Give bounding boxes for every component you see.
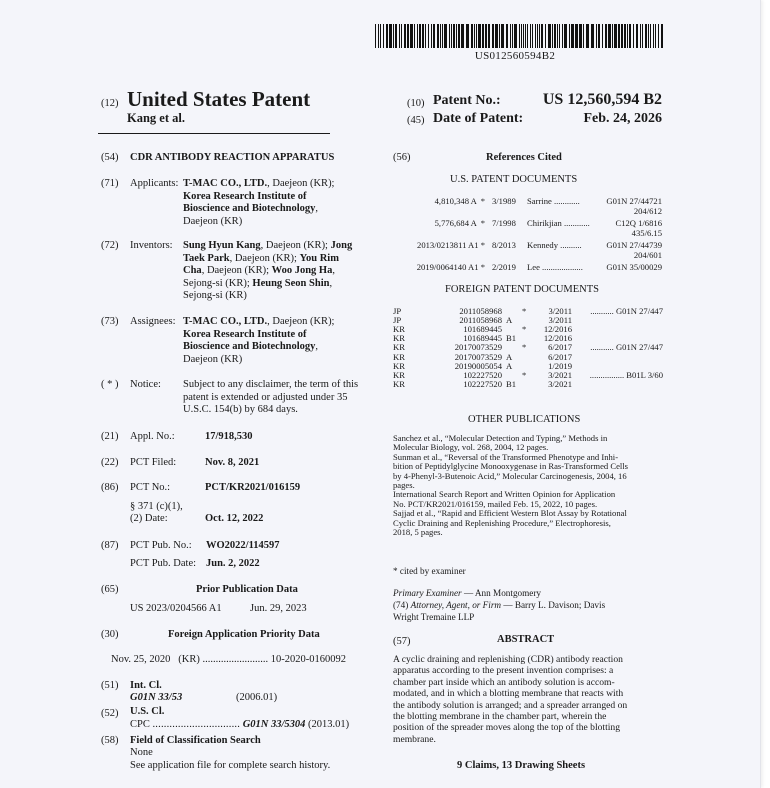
- other-pub-line: 2018, 5 pages.: [393, 527, 443, 538]
- us-doc-date: 3/1989: [492, 196, 516, 206]
- inventors-label: Inventors:: [130, 240, 173, 251]
- abstract-code: (57): [393, 636, 411, 647]
- abstract-line: membrane.: [393, 733, 436, 745]
- foreign-doc-country: KR: [393, 351, 405, 362]
- foreign-doc-date: 12/2016: [543, 324, 572, 335]
- abstract-line: apparatus according to the present invention comprises: a: [393, 665, 614, 677]
- pub-code: (87): [101, 540, 119, 551]
- foreign-doc-class: ........... G01N 27/447: [590, 342, 663, 353]
- foreign-title: Foreign Application Priority Data: [168, 629, 320, 640]
- s371-label: § 371 (c)(1),: [130, 501, 183, 512]
- examiner-row: Primary Examiner — Ann Montgomery: [393, 588, 542, 598]
- code-45: (45): [407, 115, 425, 126]
- applicants-code: (71): [101, 178, 119, 189]
- pub-label: PCT Pub. No.:: [130, 540, 192, 551]
- foreign-doc-class: ................ B01L 3/60: [589, 369, 663, 380]
- other-pubs-title: OTHER PUBLICATIONS: [468, 414, 581, 425]
- foreign-doc-number: 20170073529: [454, 351, 502, 362]
- attorney-row: (74) Attorney, Agent, or Firm — Barry L. Davison; Davis: [393, 600, 606, 610]
- pub-date-label: PCT Pub. Date:: [130, 558, 197, 569]
- inventor-short: Kang et al.: [127, 111, 185, 125]
- abstract-line: the antibody solution is arranged; and a spreader arranged on: [393, 699, 628, 711]
- refs-title: References Cited: [486, 152, 562, 163]
- int-year: (2006.01): [236, 692, 278, 703]
- other-pub-line: Sunman et al., “Reversal of the Transformed Phenotype and Inhi-: [393, 451, 619, 462]
- pct-no-label: PCT No.:: [130, 482, 171, 493]
- foreign-doc-country: JP: [393, 306, 402, 316]
- us-doc-class-cont: 435/6.15: [631, 228, 662, 238]
- us-code: (52): [101, 708, 119, 719]
- other-pub-line: by 4-Phenyl-3-Butenoic Acid,” Molecular Carcinogenesis, 2004, 16: [393, 470, 627, 481]
- foreign-doc-date: 3/2021: [548, 369, 572, 380]
- foreign-doc-country: KR: [393, 360, 405, 371]
- foreign-doc-kind: A: [506, 360, 513, 371]
- prior-code: (65): [101, 584, 119, 595]
- pct-filed-date: Nov. 8, 2021: [205, 457, 260, 468]
- foreign-doc-country: KR: [393, 324, 405, 335]
- code-10: (10): [407, 98, 425, 109]
- foreign-doc-country: KR: [393, 342, 405, 353]
- foreign-doc-date: 3/2011: [548, 315, 572, 326]
- pct-filed-label: PCT Filed:: [130, 457, 177, 468]
- foreign-doc-country: KR: [393, 369, 405, 380]
- foreign-doc-number: 20170073529: [454, 342, 502, 353]
- other-pubs-text: [393, 434, 665, 537]
- foreign-doc-number: 2011058968: [459, 306, 502, 316]
- us-label: U.S. Cl.: [130, 706, 165, 717]
- foreign-doc-star: *: [522, 369, 527, 380]
- foreign-doc-date: 3/2011: [548, 306, 572, 316]
- us-docs-title: U.S. PATENT DOCUMENTS: [450, 174, 578, 185]
- us-doc-class: C12Q 1/6816: [615, 218, 662, 228]
- applicant-2a: Korea Research Institute of: [183, 190, 307, 202]
- foreign-doc-number: 20190005054: [454, 360, 502, 371]
- applicant-1: T-MAC CO., LTD.: [183, 178, 268, 189]
- us-doc-inventor: Lee ...................: [527, 262, 583, 272]
- abstract-line: A cyclic draining and replenishing (CDR) antibody reaction: [393, 654, 623, 665]
- int-class: G01N 33/53: [130, 692, 183, 703]
- prior-title: Prior Publication Data: [196, 584, 298, 595]
- s371-date: Oct. 12, 2022: [205, 513, 264, 524]
- abstract-title: ABSTRACT: [497, 634, 555, 645]
- cpc-row: CPC ............................... G01N 33/5304 (2013.01): [130, 719, 350, 730]
- us-doc-inventor: Kennedy ..........: [527, 240, 582, 250]
- foreign-doc-country: KR: [393, 333, 405, 344]
- applicants-block: T-MAC CO., LTD., Daejeon (KR); Korea Research Institute of Bioscience and Biotechnology, Daejeon (KR): [183, 178, 335, 227]
- foreign-docs-title: FOREIGN PATENT DOCUMENTS: [445, 284, 600, 295]
- barcode-image: [375, 24, 663, 48]
- assignees-code: (73): [101, 316, 119, 327]
- other-pub-line: pages.: [393, 480, 415, 491]
- appl-label: Appl. No.:: [130, 431, 175, 442]
- abstract-line: chamber part inside which an antibody solution is accom-: [393, 676, 615, 688]
- foreign-doc-number: 101689445: [463, 324, 502, 335]
- other-pub-line: Sajjad et al., “Rapid and Efficient Western Blot Assay by Rotational: [393, 508, 627, 519]
- other-pub-line: No. PCT/KR2021/016159, mailed Feb. 15, 2022, 10 pages.: [393, 498, 598, 509]
- patent-no-label: Patent No.:: [433, 93, 501, 108]
- other-pub-line: bition of Peptidylglycine Monooxygenase in Ras-Transformed Cells: [393, 461, 629, 472]
- foreign-doc-date: 3/2021: [548, 378, 572, 389]
- us-doc-number: 4,810,348 A *: [434, 196, 485, 206]
- us-doc-number: 2019/0064140 A1 *: [416, 262, 485, 272]
- s371-date-label: (2) Date:: [130, 513, 168, 524]
- pct-no-code: (86): [101, 482, 119, 493]
- applicants-label: Applicants:: [130, 178, 179, 189]
- field-label: Field of Classification Search: [130, 735, 261, 746]
- foreign-doc-kind: A: [506, 351, 513, 362]
- foreign-doc-star: *: [522, 306, 527, 316]
- foreign-doc-date: 1/2019: [548, 360, 572, 371]
- foreign-doc-date: 12/2016: [543, 333, 572, 344]
- foreign-priority-row: Nov. 25, 2020 (KR) ......................... 10-2020-0160092: [111, 654, 346, 665]
- us-doc-class-cont: 204/601: [633, 250, 662, 260]
- patent-no: US 12,560,594 B2: [542, 91, 662, 108]
- patent-date: Feb. 24, 2026: [583, 111, 662, 126]
- appl-no: 17/918,530: [205, 431, 253, 442]
- us-doc-date: 7/1998: [492, 218, 516, 228]
- barcode-number: US012560594B2: [474, 50, 556, 62]
- applicant-2-city: Daejeon (KR): [183, 215, 243, 227]
- field-none: None: [130, 747, 153, 758]
- applicant-2b: Bioscience and Biotechnology: [183, 203, 316, 214]
- foreign-doc-kind: A: [506, 315, 513, 326]
- claims-summary: 9 Claims, 13 Drawing Sheets: [457, 760, 586, 771]
- us-doc-number: 2013/0213811 A1 *: [417, 240, 485, 250]
- notice-code: ( * ): [101, 379, 119, 390]
- appl-code: (21): [101, 431, 119, 442]
- code-12: (12): [101, 98, 119, 109]
- date-label: Date of Patent:: [433, 111, 524, 126]
- notice-label: Notice:: [130, 379, 161, 390]
- assignees-label: Assignees:: [130, 316, 176, 327]
- pct-filed-code: (22): [101, 457, 119, 468]
- abstract-line: position of the spreader moves along the top of the blotting: [393, 722, 621, 734]
- attorney-firm: Wright Tremaine LLP: [393, 612, 475, 622]
- us-doc-date: 8/2013: [492, 240, 516, 250]
- notice-text: Subject to any disclaimer, the term of this patent is extended or adjusted under 35 U.S.C. 154(b) by 684 days.: [183, 379, 359, 415]
- foreign-code: (30): [101, 629, 119, 640]
- field-code: (58): [101, 735, 119, 746]
- foreign-doc-date: 6/2017: [548, 351, 572, 362]
- us-doc-date: 2/2019: [492, 262, 516, 272]
- foreign-doc-country: KR: [393, 378, 405, 389]
- us-doc-class: G01N 35/00029: [606, 262, 662, 272]
- refs-code: (56): [393, 152, 411, 163]
- pub-no: WO2022/114597: [206, 540, 280, 551]
- foreign-doc-country: JP: [393, 315, 402, 326]
- us-doc-class: G01N 27/44721: [606, 196, 662, 206]
- cited-by-examiner: * cited by examiner: [393, 566, 466, 576]
- other-pub-line: International Search Report and Written Opinion for Application: [393, 489, 616, 500]
- foreign-doc-star: *: [522, 342, 527, 353]
- pub-date: Jun. 2, 2022: [206, 558, 260, 569]
- header-rule: [98, 133, 330, 134]
- foreign-doc-star: *: [522, 324, 527, 335]
- foreign-doc-number: 102227520: [463, 369, 502, 380]
- foreign-doc-number: 102227520: [463, 378, 502, 389]
- foreign-doc-date: 6/2017: [548, 342, 572, 353]
- us-doc-class-cont: 204/612: [633, 206, 662, 216]
- invention-title: CDR ANTIBODY REACTION APPARATUS: [130, 152, 335, 163]
- other-pub-line: Molecular Biology, vol. 268, 2004, 12 pages.: [393, 442, 549, 453]
- other-pub-line: Cyclic Draining and Replenishing Procedure,” Electrophoresis,: [393, 517, 611, 528]
- pct-no: PCT/KR2021/016159: [205, 482, 301, 493]
- assignees-block: T-MAC CO., LTD., Daejeon (KR); Korea Research Institute of Bioscience and Biotechnology, Daejeon (KR): [183, 316, 335, 365]
- title-code: (54): [101, 152, 119, 163]
- inventors-code: (72): [101, 240, 119, 251]
- field-note: See application file for complete search history.: [130, 760, 331, 771]
- foreign-doc-number: 101689445: [463, 333, 502, 344]
- int-code: (51): [101, 680, 119, 691]
- inventors-block: Sung Hyun Kang, Daejeon (KR); Jong Taek Park, Daejeon (KR); You Rim Cha, Daejeon (KR); Woo Jong Ha, Sejong-si (KR); Heung Seon Shin, Sejong-si (KR): [183, 240, 353, 301]
- applicant-1-city: , Daejeon (KR);: [267, 178, 335, 189]
- patent-title: United States Patent: [127, 87, 311, 111]
- abstract-line: the blotting membrane in the chamber part, wherein the: [393, 711, 607, 723]
- abstract-text: [393, 654, 665, 745]
- us-doc-number: 5,776,684 A *: [434, 218, 485, 228]
- int-label: Int. Cl.: [130, 680, 162, 691]
- foreign-doc-kind: B1: [506, 333, 517, 344]
- foreign-doc-class: ........... G01N 27/447: [590, 306, 663, 316]
- prior-no: US 2023/0204566 A1: [130, 603, 222, 614]
- other-pub-line: Sanchez et al., “Molecular Detection and Typing,” Methods in: [393, 433, 608, 443]
- abstract-line: modated, and in which a blotting membrane that reacts with: [393, 688, 624, 700]
- us-doc-inventor: Sarrine ............: [527, 196, 580, 206]
- prior-date: Jun. 29, 2023: [250, 603, 307, 614]
- foreign-doc-kind: B1: [506, 378, 517, 389]
- us-doc-class: G01N 27/44739: [606, 240, 662, 250]
- foreign-doc-number: 2011058968: [459, 315, 502, 326]
- us-doc-inventor: Chirikjian ............: [527, 218, 590, 228]
